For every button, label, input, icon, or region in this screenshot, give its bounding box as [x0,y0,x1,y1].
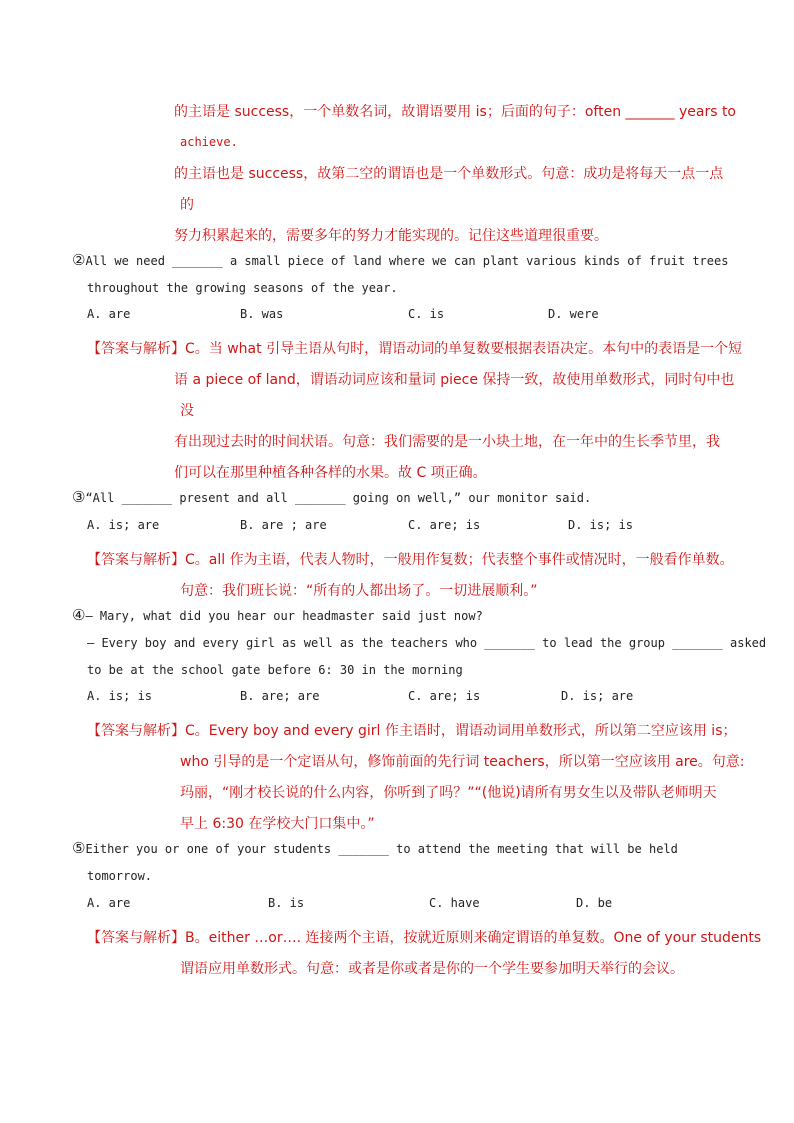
question-4-option-c: C. are; is [408,689,481,703]
question-5-number: ⑤ [72,839,86,857]
question-3-stem [72,489,591,506]
prev-explanation-line-1: 的主语是 success，一个单数名词，故谓语要用 is；后面的句子：often _______ years to [174,104,737,120]
question-4-answer-line-2: who 引导的是一个定语从句，修饰前面的先行词 teachers，所以第一空应该用 are。句意: [180,754,745,770]
question-2-answer-line-2: 语 a piece of land，谓语动词应该和量词 piece 保持一致，故使用单数形式，同时句中也 [174,372,735,388]
question-4-answer-line-1 [87,722,737,740]
question-2-answer-line-5: 们可以在那里种植各种各样的水果。故 C 项正确。 [174,465,487,481]
question-5-text: Either you or one of your students _______ to attend the meeting that will be held [85,842,678,856]
prev-explanation-line-2: achieve. [180,135,238,149]
prev-explanation-line-5: 努力积累起来的，需要多年的努力才能实现的。记住这些道理很重要。 [174,228,608,244]
question-3-number: ③ [72,488,86,506]
question-4-answer-line-3: 玛丽，“刚才校长说的什么内容，你听到了吗？”“(他说)请所有男女生以及带队老师明天 [180,785,717,801]
question-2-option-b: B. was [240,307,284,321]
answer-tag: 【答案与解析】 [87,341,185,357]
question-4-stem-line-1 [72,607,483,624]
question-3-option-a: A. is; are [87,518,160,532]
question-4-option-d: D. is; are [561,689,634,703]
prev-explanation-line-3: 的主语也是 success，故第二空的谓语也是一个单数形式。句意：成功是将每天一点一点 [174,166,724,182]
question-3-answer-text: C。all 作为主语，代表人物时，一般用作复数；代表整个事件或情况时，一般看作单数。 [185,552,734,568]
question-2-option-a: A. are [87,307,131,321]
question-3-option-c: C. are; is [408,518,481,532]
question-5-option-a: A. are [87,896,131,910]
question-4-number: ④ [72,606,86,624]
question-2-answer-line-4: 有出现过去时的时间状语。句意：我们需要的是一小块土地，在一年中的生长季节里，我 [174,434,720,450]
question-5-stem-line-2: tomorrow. [87,869,153,883]
question-5-option-d: D. be [576,896,613,910]
question-4-stem-line-3: to be at the school gate before 6: 30 in the morning [87,663,463,677]
question-2-option-c: C. is [408,307,445,321]
prev-explanation-line-4: 的 [180,197,194,213]
question-2-answer-line-3: 没 [180,403,194,419]
question-3-option-b: B. are ; are [240,518,327,532]
question-2-text: All we need _______ a small piece of land where we can plant various kinds of fruit trees [85,254,729,268]
question-4-answer-line-4: 早上 6:30 在学校大门口集中。” [180,816,375,832]
question-5-stem-line-1 [72,840,678,857]
question-3-option-d: D. is; is [568,518,634,532]
question-5-option-b: B. is [268,896,305,910]
question-5-answer-line-1 [87,929,761,947]
question-4-option-a: A. is; is [87,689,153,703]
question-5-answer-text: B。either …or…. 连接两个主语，按就近原则来确定谓语的单复数。One of your students [185,930,762,946]
question-2-number: ② [72,251,86,269]
answer-tag: 【答案与解析】 [87,723,185,739]
question-2-stem-line-1 [72,252,728,269]
question-5-answer-line-2: 谓语应用单数形式。句意：或者是你或者是你的一个学生要参加明天举行的会议。 [180,961,684,977]
answer-tag: 【答案与解析】 [87,930,185,946]
question-4-stem-line-2: — Every boy and every girl as well as the teachers who _______ to lead the group _______ asked [87,636,767,650]
question-4-answer-text: C。Every boy and every girl 作主语时，谓语动词用单数形式，所以第二空应该用 is； [185,723,737,739]
answer-tag: 【答案与解析】 [87,552,185,568]
question-2-answer-text: C。当 what 引导主语从句时，谓语动词的单复数要根据表语决定。本句中的表语是一个短 [185,341,743,357]
question-3-answer-line-2: 句意：我们班长说：“所有的人都出场了。一切进展顺利。” [180,583,538,599]
question-2-stem-line-2: throughout the growing seasons of the year. [87,281,398,295]
question-3-text: “All _______ present and all _______ going on well,” our monitor said. [85,491,592,505]
question-2-option-d: D. were [548,307,599,321]
question-4-text: — Mary, what did you hear our headmaster said just now? [85,609,483,623]
question-3-answer-line-1 [87,551,734,569]
question-4-option-b: B. are; are [240,689,320,703]
question-5-option-c: C. have [429,896,480,910]
question-2-answer-line-1 [87,340,742,358]
